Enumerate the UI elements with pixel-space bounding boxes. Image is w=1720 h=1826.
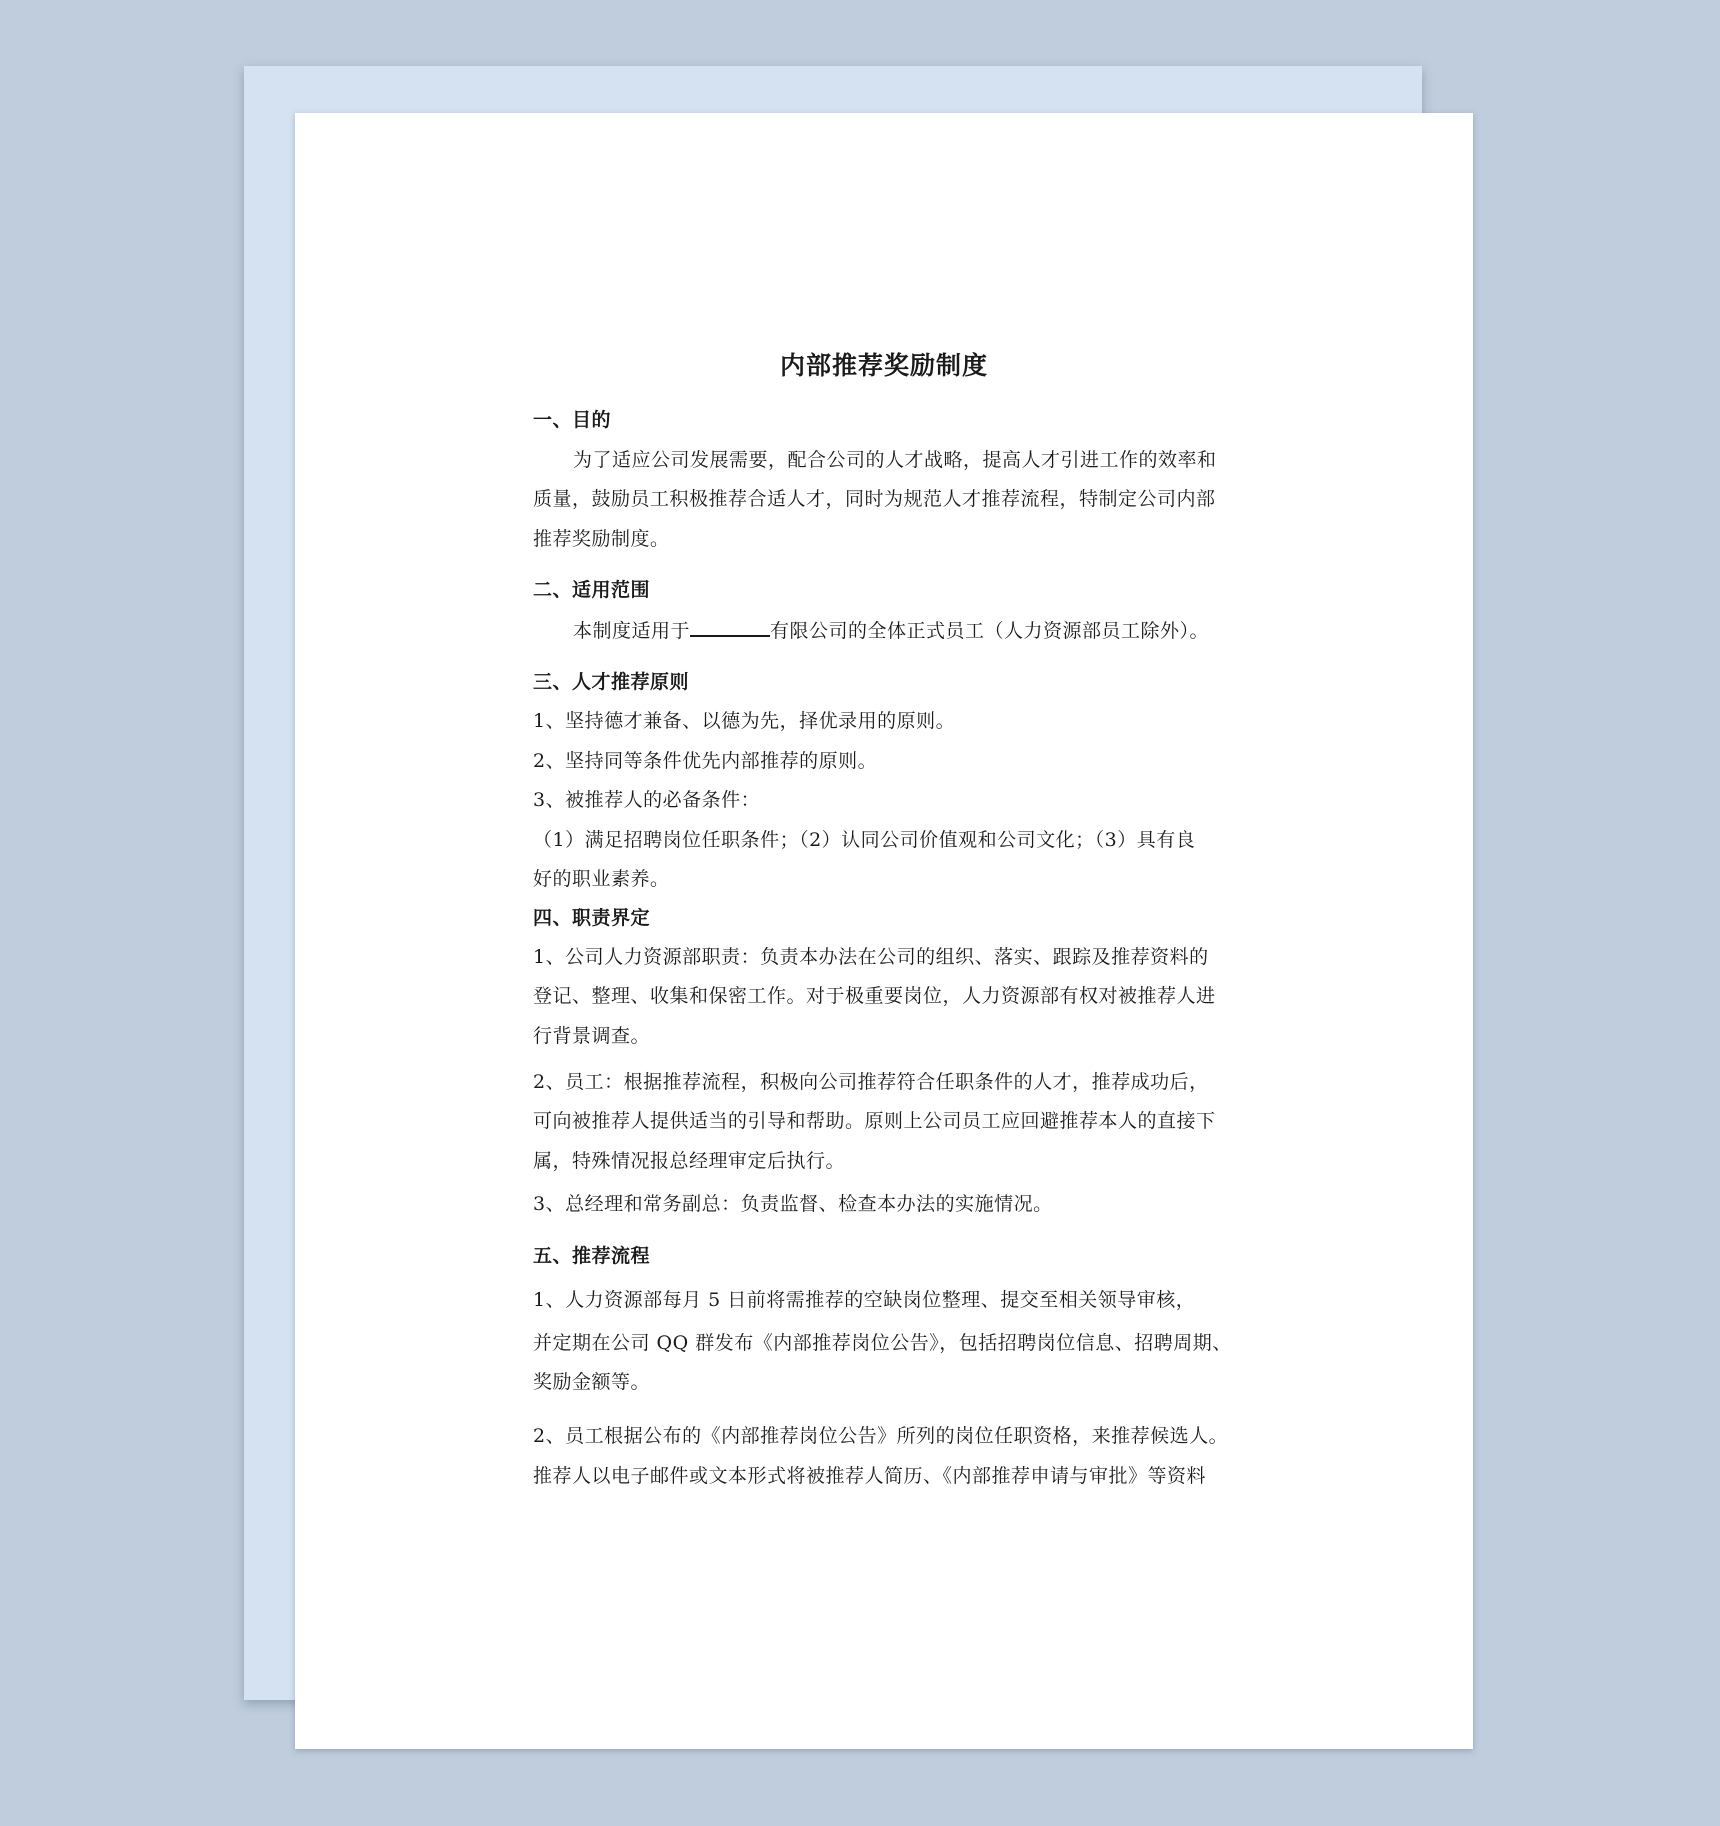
paragraph-line: 属，特殊情况报总经理审定后执行。	[533, 1150, 846, 1172]
list-item: 1、公司人力资源部职责：负责本办法在公司的组织、落实、跟踪及推荐资料的	[533, 946, 1209, 968]
list-item: 2、员工：根据推荐流程，积极向公司推荐符合任职条件的人才，推荐成功后，	[533, 1071, 1209, 1093]
list-item: 1、人力资源部每月 5 日前将需推荐的空缺岗位整理、提交至相关领导审核，	[533, 1289, 1196, 1311]
section-heading-principles: 三、人才推荐原则	[533, 671, 690, 693]
paragraph-line: 并定期在公司 QQ 群发布《内部推荐岗位公告》，包括招聘岗位信息、招聘周期、	[533, 1332, 1232, 1354]
document-page	[295, 113, 1473, 1749]
paragraph-line: 推荐人以电子邮件或文本形式将被推荐人简历、《内部推荐申请与审批》等资料	[533, 1465, 1207, 1487]
paragraph-line: （1）满足招聘岗位任职条件；（2）认同公司价值观和公司文化；（3）具有良	[533, 829, 1196, 851]
section-heading-responsibilities: 四、职责界定	[533, 907, 651, 929]
paragraph-line: 好的职业素养。	[533, 868, 670, 890]
paragraph-line: 奖励金额等。	[533, 1371, 651, 1393]
scope-prefix: 本制度适用于	[573, 620, 691, 642]
list-item: 3、总经理和常务副总：负责监督、检查本办法的实施情况。	[533, 1193, 1053, 1215]
section-heading-process: 五、推荐流程	[533, 1245, 651, 1267]
paragraph-line: 质量，鼓励员工积极推荐合适人才，同时为规范人才推荐流程，特制定公司内部	[533, 488, 1216, 510]
paragraph-line: 可向被推荐人提供适当的引导和帮助。原则上公司员工应回避推荐本人的直接下	[533, 1110, 1216, 1132]
list-item: 3、被推荐人的必备条件：	[533, 789, 761, 811]
company-name-blank	[690, 617, 770, 637]
paragraph-line: 为了适应公司发展需要，配合公司的人才战略，提高人才引进工作的效率和	[573, 449, 1217, 471]
section-heading-scope: 二、适用范围	[533, 579, 651, 601]
paragraph-line: 行背景调查。	[533, 1025, 651, 1047]
list-item: 1、坚持德才兼备、以德为先，择优录用的原则。	[533, 710, 956, 732]
list-item: 2、员工根据公布的《内部推荐岗位公告》所列的岗位任职资格，来推荐候选人。	[533, 1425, 1229, 1447]
document-title: 内部推荐奖励制度	[779, 351, 988, 380]
section-heading-purpose: 一、目的	[533, 409, 612, 431]
list-item: 2、坚持同等条件优先内部推荐的原则。	[533, 750, 878, 772]
paragraph-line: 推荐奖励制度。	[533, 528, 670, 550]
scope-suffix: 有限公司的全体正式员工（人力资源部员工除外）。	[770, 620, 1210, 642]
paragraph-line: 登记、整理、收集和保密工作。对于极重要岗位，人力资源部有权对被推荐人进	[533, 985, 1216, 1007]
scope-paragraph	[573, 617, 1209, 644]
